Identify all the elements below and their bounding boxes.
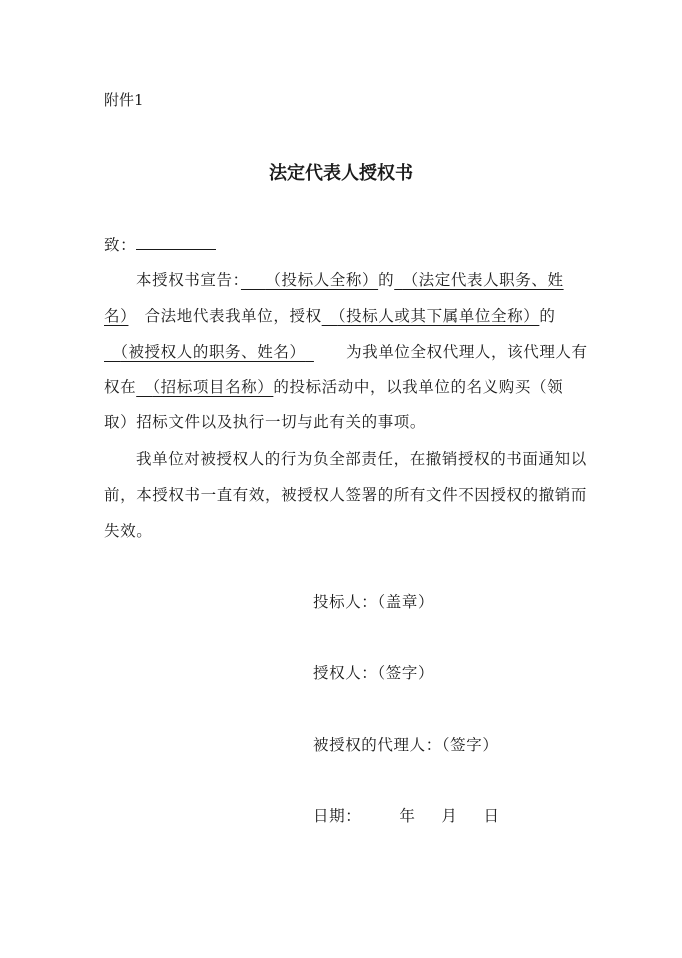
para1-line2	[104, 304, 555, 326]
para1-text: 本授权书宣告：	[136, 271, 241, 289]
para2-line3: 失效。	[104, 522, 153, 540]
para1-line3	[104, 340, 588, 362]
addressee-blank	[136, 248, 216, 250]
document-title: 法定代表人授权书	[269, 163, 413, 184]
para1-line4	[104, 375, 563, 397]
bidder-seal-line: 投标人：（盖章）	[313, 593, 435, 611]
rep-title-name-field-cont: 名）	[104, 307, 129, 325]
to-label: 致：	[104, 236, 137, 254]
authorizer-signature-line: 授权人：（签字）	[313, 664, 435, 682]
date-year: 年	[399, 807, 416, 825]
para2-line2: 前，本授权书一直有效，被授权人签署的所有文件不因授权的撤销而	[104, 486, 588, 504]
para1-text: 的	[378, 271, 395, 289]
para1-text: 为我单位全权代理人，该代理人有	[346, 343, 588, 361]
agent-signature-line: 被授权的代理人：（签字）	[313, 736, 499, 754]
para1-text: 权在	[104, 378, 137, 396]
addressee-line	[104, 233, 216, 255]
date-line	[313, 804, 500, 826]
project-name-field: （招标项目名称）	[152, 378, 274, 396]
annex-label: 附件1	[104, 91, 144, 109]
para1-line1	[136, 268, 564, 290]
bidder-or-sub-field: （投标人或其下属单位全称）	[337, 307, 540, 325]
para1-text: 合法地代表我单位，授权	[144, 307, 322, 325]
bidder-name-field: （投标人全称）	[265, 271, 379, 289]
para1-text: 的	[539, 307, 556, 325]
para1-line5: 取）招标文件以及执行一切与此有关的事项。	[104, 413, 427, 431]
rep-title-name-field: （法定代表人职务、姓	[402, 271, 564, 289]
para1-text: 的投标活动中，以我单位的名义购买（领	[273, 378, 564, 396]
date-month: 月	[441, 807, 458, 825]
date-label: 日期：	[313, 807, 362, 825]
date-day: 日	[483, 807, 500, 825]
agent-title-name-field: （被授权人的职务、姓名）	[120, 343, 306, 361]
para2-line1: 我单位对被授权人的行为负全部责任，在撤销授权的书面通知以	[136, 450, 587, 468]
